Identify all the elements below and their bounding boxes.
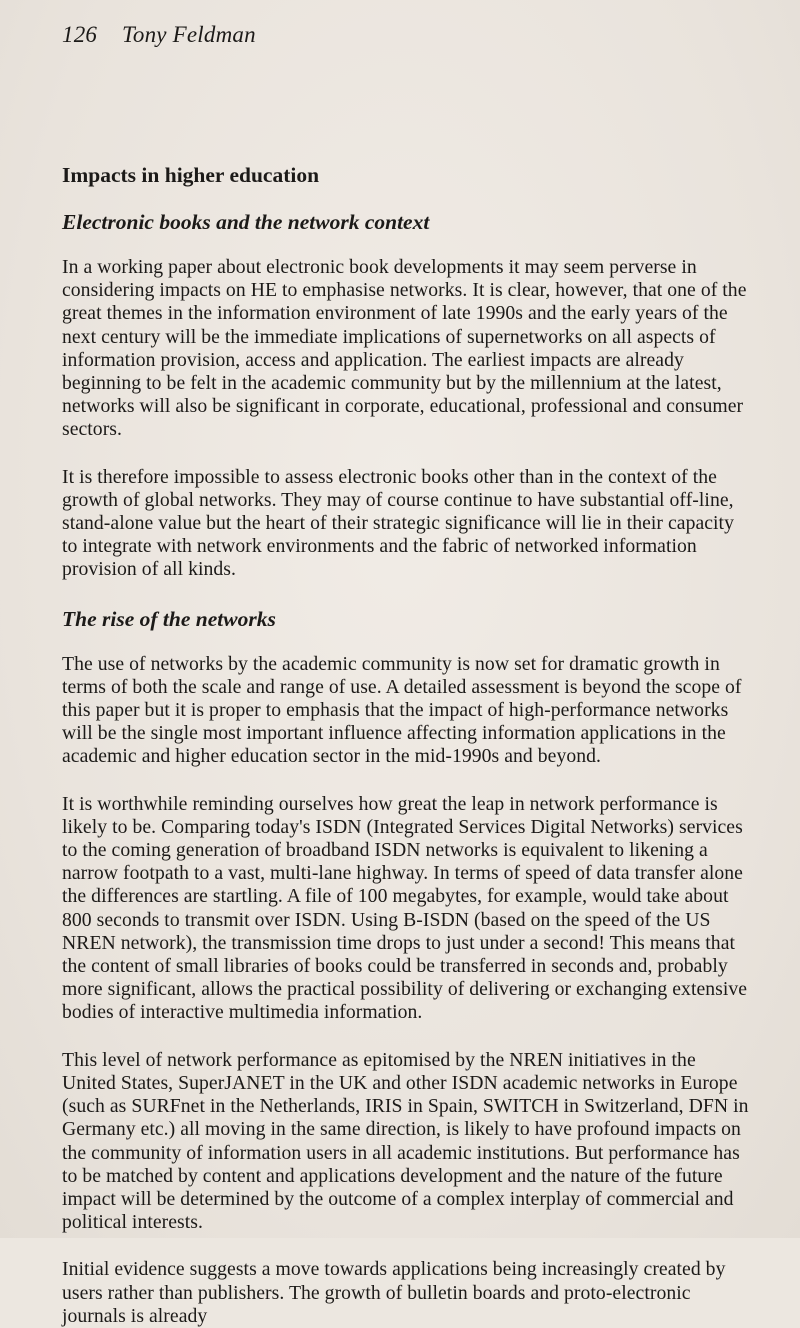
running-head bbox=[62, 22, 256, 48]
page-content bbox=[62, 162, 752, 1328]
paragraph: It is therefore impossible to assess electronic books other than in the context of the growth of global networks. They may of course continue to have substantial off-line, stand-alone value but the heart of their strategic significance will lie in their capacity to integrate with network environments and the fabric of networked information provision of all kinds. bbox=[62, 465, 734, 581]
running-head-author: Tony Feldman bbox=[122, 22, 256, 47]
subsection-heading-network-context: Electronic books and the network context bbox=[62, 210, 430, 234]
paragraph: Initial evidence suggests a move towards applications being increasingly created by users rather than publishers. The growth of bulletin boards and proto-electronic journals is already bbox=[62, 1258, 726, 1327]
page-number: 126 bbox=[62, 22, 98, 47]
paragraph: It is worthwhile reminding ourselves how great the leap in network performance is likely to be. Comparing today's ISDN (Integrated Services Digital Networks) services to the coming generation of broadband ISDN networks is equivalent to likening a narrow footpath to a vast, multi-lane highway. In terms of speed of data transfer alone the differences are startling. A file of 100 megabytes, for example, would take about 800 seconds to transmit over ISDN. Using B-ISDN (based on the speed of the US NREN network), the transmission time drops to just under a second! This means that the content of small libraries of books could be transferred in seconds and, probably more significant, allows the practical possibility of delivering or exchanging extensive bodies of interactive multimedia information. bbox=[62, 792, 748, 1024]
paragraph: This level of network performance as epitomised by the NREN initiatives in the United States, SuperJANET in the UK and other ISDN academic networks in Europe (such as SURFnet in the Netherlands, IRIS in Spain, SWITCH in Switzerland, DFN in Germany etc.) all moving in the same direction, is likely to have profound impacts on the community of information users in all academic institutions. But performance has to be matched by content and applications development and the nature of the future impact will be determined by the outcome of a complex interplay of commercial and political interests. bbox=[62, 1048, 749, 1234]
section-heading: Impacts in higher education bbox=[62, 163, 320, 187]
paragraph: In a working paper about electronic book developments it may seem perverse in considering impacts on HE to emphasise networks. It is clear, however, that one of the great themes in the information environment of late 1990s and the early years of the next century will be the immediate implications of supernetworks on all aspects of information provision, access and application. The earliest impacts are already beginning to be felt in the academic community but by the millennium at the latest, networks will also be significant in corporate, educational, professional and consumer sectors. bbox=[62, 256, 747, 441]
paragraph: The use of networks by the academic community is now set for dramatic growth in terms of both the scale and range of use. A detailed assessment is beyond the scope of this paper but it is proper to emphasis that the impact of high-performance networks will be the single most important influence affecting information applications in the academic and higher education sector in the mid-1990s and beyond. bbox=[62, 652, 742, 768]
subsection-heading-rise-of-networks: The rise of the networks bbox=[62, 606, 276, 631]
